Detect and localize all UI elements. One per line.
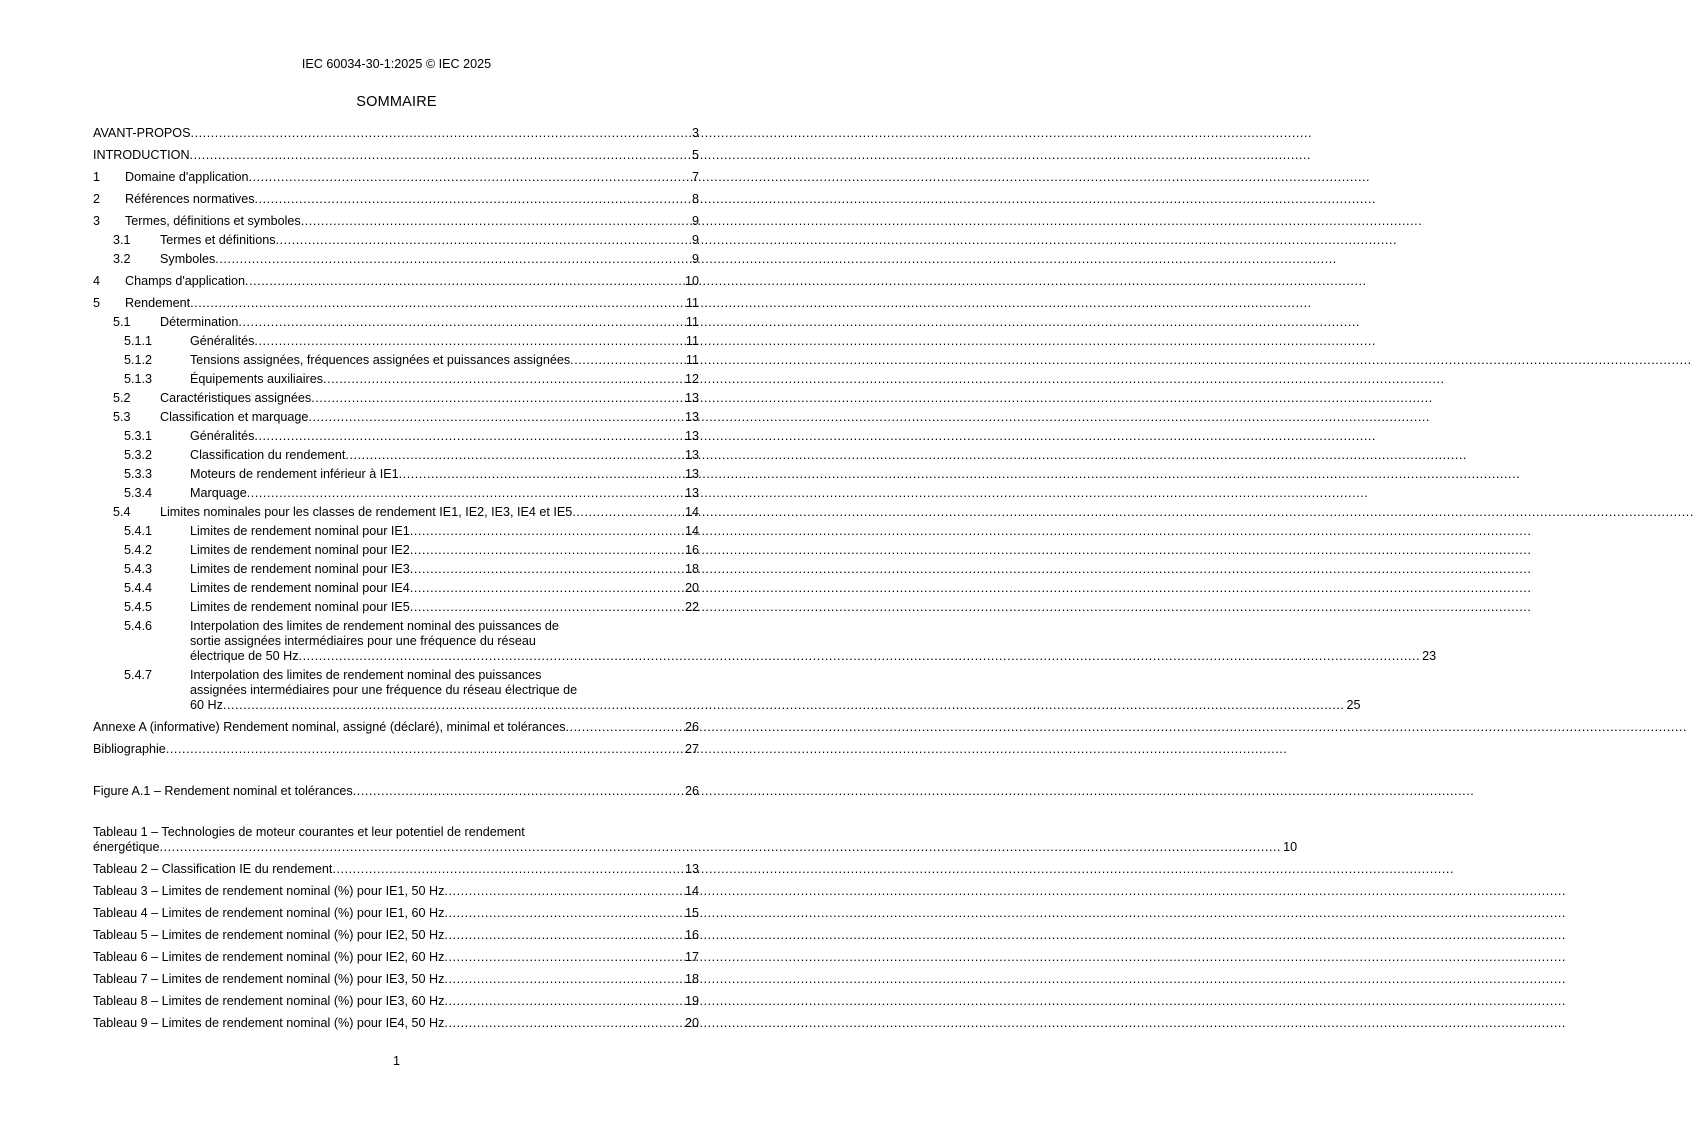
toc-entry-number: 3.1: [113, 233, 131, 247]
toc-entry-title: Tableau 2 – Classification IE du rendement: [93, 862, 333, 876]
toc-entry[interactable]: [93, 126, 699, 141]
toc-entry-page: 14: [684, 524, 699, 538]
toc-entry-title: Domaine d'application: [125, 170, 249, 184]
toc-entry-page: 17: [684, 950, 699, 964]
dot-leader: [308, 410, 683, 425]
toc-entry-page: 18: [684, 972, 699, 986]
toc-entry-title: Détermination: [160, 315, 239, 329]
toc-entry-number: 2: [93, 192, 101, 206]
toc-entry-page: 20: [684, 1016, 699, 1030]
toc-entry-page: 19: [684, 994, 699, 1008]
toc-entry-number: 4: [93, 274, 101, 288]
toc-entry-title: Caractéristiques assignées: [160, 391, 312, 405]
toc-entry-number: 5.4.5: [124, 600, 153, 614]
toc-entry-title: AVANT-PROPOS: [93, 126, 191, 140]
toc-entry-page: 23: [1422, 649, 1437, 663]
toc-entry[interactable]: [93, 252, 699, 267]
toc-entry[interactable]: [93, 467, 699, 482]
dot-leader: [444, 994, 683, 1009]
toc-entry[interactable]: [93, 928, 699, 943]
dot-leader: [399, 467, 683, 482]
toc-entry-title: Classification du rendement: [190, 448, 346, 462]
toc-entry-title: Tableau 3 – Limites de rendement nominal (%) pour IE1, 50 Hz: [93, 884, 445, 898]
toc-entry-page: 3: [691, 126, 699, 140]
dot-leader: [410, 524, 683, 539]
toc-entry-page: 20: [684, 581, 699, 595]
toc-entry-number: 5.4: [113, 505, 131, 519]
toc-entry-title: Tableau 8 – Limites de rendement nominal (%) pour IE3, 60 Hz: [93, 994, 445, 1008]
toc-entry[interactable]: [93, 296, 699, 311]
toc-entry-title: Limites nominales pour les classes de rendement IE1, IE2, IE3, IE4 et IE5: [160, 505, 573, 519]
toc-entry-number: 5.1: [113, 315, 131, 329]
toc-entry[interactable]: [93, 972, 699, 987]
toc-entry-title: Tableau 7 – Limites de rendement nominal (%) pour IE3, 50 Hz: [93, 972, 445, 986]
dot-leader: [410, 562, 683, 577]
toc-entry-page: 13: [684, 486, 699, 500]
toc-entry-title-line: énergétique: [93, 840, 160, 854]
toc-entry-title-line: électrique de 50 Hz: [190, 649, 299, 663]
toc-entry-page: 8: [691, 192, 699, 206]
toc-entry-page: 9: [691, 214, 699, 228]
toc-entry[interactable]: [93, 950, 699, 965]
dot-leader: [249, 170, 690, 185]
toc-entry-number: 5.3.1: [124, 429, 153, 443]
toc-entry-title: Champs d'application: [125, 274, 246, 288]
toc-entry-page: 9: [691, 252, 699, 266]
toc-entry-number: 5.4.6: [124, 619, 153, 633]
toc-entry-number: 5.1.3: [124, 372, 153, 386]
toc-entry[interactable]: [93, 742, 699, 757]
toc-entry-title: Termes et définitions: [160, 233, 276, 247]
dot-leader: [276, 233, 690, 248]
dot-leader: [190, 148, 690, 163]
dot-leader: [323, 372, 683, 387]
dot-leader: [166, 742, 683, 757]
toc-entry-page: 16: [684, 928, 699, 942]
toc-entry-page: 9: [691, 233, 699, 247]
dot-leader: [301, 214, 690, 229]
toc-entry-page: 16: [684, 543, 699, 557]
toc-entry-page: 13: [684, 391, 699, 405]
toc-entry[interactable]: [93, 274, 699, 289]
toc-entry[interactable]: [93, 448, 699, 463]
toc-entry-title: Limites de rendement nominal pour IE3: [190, 562, 410, 576]
toc-entry-page: 14: [684, 884, 699, 898]
toc-entry-title: Marquage: [190, 486, 247, 500]
toc-entry-number: 3.2: [113, 252, 131, 266]
toc-entry[interactable]: [93, 192, 699, 207]
dot-leader: [332, 862, 683, 877]
toc-entry-title: INTRODUCTION: [93, 148, 190, 162]
dot-leader: [215, 252, 690, 267]
toc-entry[interactable]: [93, 334, 699, 349]
toc-entry-title: Moteurs de rendement inférieur à IE1: [190, 467, 399, 481]
dot-leader: [223, 698, 1345, 713]
toc-entry-page: 26: [684, 720, 699, 734]
toc-entry-page: 22: [684, 600, 699, 614]
toc-entry-title: Termes, définitions et symboles: [125, 214, 301, 228]
toc-entry-title: Tableau 9 – Limites de rendement nominal (%) pour IE4, 50 Hz: [93, 1016, 445, 1030]
dot-leader: [238, 315, 684, 330]
toc-entry[interactable]: [93, 486, 699, 501]
toc-entry-title: Classification et marquage: [160, 410, 309, 424]
toc-entry-number: 3: [93, 214, 101, 228]
toc-entry-title-line: assignées intermédiaires pour une fréquence du réseau électrique de: [190, 683, 578, 697]
dot-leader: [444, 884, 683, 899]
page-title: SOMMAIRE: [356, 94, 437, 110]
toc-entry-number: 5.3.4: [124, 486, 153, 500]
toc-entry-number: 5.1.2: [124, 353, 153, 367]
toc-entry-title: Tableau 5 – Limites de rendement nominal (%) pour IE2, 50 Hz: [93, 928, 445, 942]
toc-entry-page: 10: [684, 274, 699, 288]
toc-entry-page: 11: [685, 353, 699, 367]
toc-entry[interactable]: [93, 994, 699, 1009]
table-of-contents: [93, 126, 1437, 1031]
toc-entry-title-line: 60 Hz: [190, 698, 223, 712]
toc-entry[interactable]: [93, 562, 699, 577]
toc-entry[interactable]: [93, 668, 1361, 713]
toc-entry-title: Limites de rendement nominal pour IE1: [190, 524, 410, 538]
toc-entry-number: 5.1.1: [124, 334, 153, 348]
toc-entry[interactable]: [93, 391, 699, 406]
toc-entry-title-line: Tableau 1 – Technologies de moteur courantes et leur potentiel de rendement: [93, 825, 525, 839]
toc-entry-title: Tableau 4 – Limites de rendement nominal (%) pour IE1, 60 Hz: [93, 906, 445, 920]
dot-leader: [353, 784, 683, 799]
toc-entry-title: Tableau 6 – Limites de rendement nominal (%) pour IE2, 60 Hz: [93, 950, 445, 964]
toc-entry-number: 1: [93, 170, 101, 184]
toc-entry-page: 13: [684, 862, 699, 876]
toc-entry-page: 18: [684, 562, 699, 576]
dot-leader: [444, 906, 683, 921]
toc-entry-title-line: Interpolation des limites de rendement nominal des puissances: [190, 668, 542, 682]
dot-leader: [255, 192, 690, 207]
toc-entry-page: 13: [684, 467, 699, 481]
dot-leader: [410, 543, 683, 558]
toc-entry[interactable]: [93, 825, 1298, 855]
toc-entry-title: Références normatives: [125, 192, 255, 206]
toc-entry-number: 5.3.3: [124, 467, 153, 481]
toc-entry-title: Figure A.1 – Rendement nominal et tolérances: [93, 784, 353, 798]
toc-entry-page: 11: [685, 296, 699, 310]
toc-entry-number: 5.4.1: [124, 524, 153, 538]
dot-leader: [444, 928, 683, 943]
toc-entry-number: 5.4.2: [124, 543, 153, 557]
toc-entry-title: Limites de rendement nominal pour IE5: [190, 600, 410, 614]
toc-entry-title: Limites de rendement nominal pour IE4: [190, 581, 410, 595]
toc-entry-number: 5.3: [113, 410, 131, 424]
toc-entry[interactable]: [93, 543, 699, 558]
toc-entry-title: Bibliographie: [93, 742, 166, 756]
toc-entry-page: 13: [684, 448, 699, 462]
toc-entry-page: 7: [691, 170, 699, 184]
dot-leader: [572, 505, 683, 520]
toc-entry[interactable]: [93, 372, 699, 387]
dot-leader: [247, 486, 683, 501]
toc-entry-title: Annexe A (informative) Rendement nominal, assigné (déclaré), minimal et tolérances: [93, 720, 566, 734]
toc-entry-number: 5.4.3: [124, 562, 153, 576]
toc-entry-number: 5.2: [113, 391, 131, 405]
toc-entry[interactable]: [93, 906, 699, 921]
toc-entry-title: Limites de rendement nominal pour IE2: [190, 543, 410, 557]
dot-leader: [444, 950, 683, 965]
toc-entry[interactable]: [93, 505, 699, 520]
toc-entry[interactable]: [93, 784, 699, 799]
toc-entry-title: Symboles: [160, 252, 216, 266]
dot-leader: [444, 1016, 683, 1031]
toc-entry[interactable]: [93, 214, 699, 229]
toc-entry-title: Équipements auxiliaires: [190, 372, 324, 386]
dot-leader: [345, 448, 683, 463]
toc-entry[interactable]: [93, 429, 699, 444]
dot-leader: [410, 600, 683, 615]
page-header: IEC 60034-30-1:2025 © IEC 2025: [301, 57, 492, 71]
toc-entry-title: Généralités: [190, 429, 255, 443]
toc-entry-number: 5.3.2: [124, 448, 153, 462]
dot-leader: [160, 840, 1282, 855]
toc-entry[interactable]: [93, 600, 699, 615]
toc-entry-number: 5.4.4: [124, 581, 153, 595]
page-number: 1: [392, 1054, 400, 1068]
toc-entry-page: 11: [685, 315, 699, 329]
toc-entry[interactable]: [93, 1016, 699, 1031]
toc-entry-page: 11: [685, 334, 699, 348]
dot-leader: [311, 391, 683, 406]
toc-entry-title: Rendement: [125, 296, 191, 310]
toc-entry[interactable]: [93, 884, 699, 899]
dot-leader: [191, 126, 690, 141]
toc-entry[interactable]: [93, 353, 699, 368]
dot-leader: [410, 581, 683, 596]
toc-entry[interactable]: [93, 619, 1437, 664]
toc-entry-page: 5: [691, 148, 699, 162]
dot-leader: [444, 972, 683, 987]
toc-entry[interactable]: [93, 233, 699, 248]
toc-entry-page: 25: [1346, 698, 1361, 712]
dot-leader: [566, 720, 683, 735]
dot-leader: [190, 296, 684, 311]
toc-entry-page: 12: [684, 372, 699, 386]
toc-entry[interactable]: [93, 720, 699, 735]
toc-entry[interactable]: [93, 148, 699, 163]
toc-entry-page: 27: [684, 742, 699, 756]
toc-entry-title: Généralités: [190, 334, 255, 348]
toc-entry[interactable]: [93, 524, 699, 539]
toc-entry-page: 13: [684, 410, 699, 424]
toc-entry-page: 10: [1283, 840, 1298, 854]
dot-leader: [570, 353, 684, 368]
toc-entry-title-line: Interpolation des limites de rendement nominal des puissances de: [190, 619, 559, 633]
dot-leader: [254, 334, 684, 349]
toc-entry[interactable]: [93, 581, 699, 596]
toc-entry-title-line: sortie assignées intermédiaires pour une fréquence du réseau: [190, 634, 536, 648]
toc-entry[interactable]: [93, 315, 699, 330]
toc-entry[interactable]: [93, 410, 699, 425]
dot-leader: [299, 649, 1421, 664]
toc-entry[interactable]: [93, 170, 699, 185]
toc-entry-title: Tensions assignées, fréquences assignées et puissances assignées: [190, 353, 571, 367]
toc-entry-page: 26: [684, 784, 699, 798]
toc-entry-number: 5: [93, 296, 101, 310]
toc-entry[interactable]: [93, 862, 699, 877]
dot-leader: [254, 429, 683, 444]
toc-entry-number: 5.4.7: [124, 668, 153, 682]
dot-leader: [245, 274, 683, 289]
toc-entry-page: 13: [684, 429, 699, 443]
toc-entry-page: 14: [684, 505, 699, 519]
toc-entry-page: 15: [684, 906, 699, 920]
